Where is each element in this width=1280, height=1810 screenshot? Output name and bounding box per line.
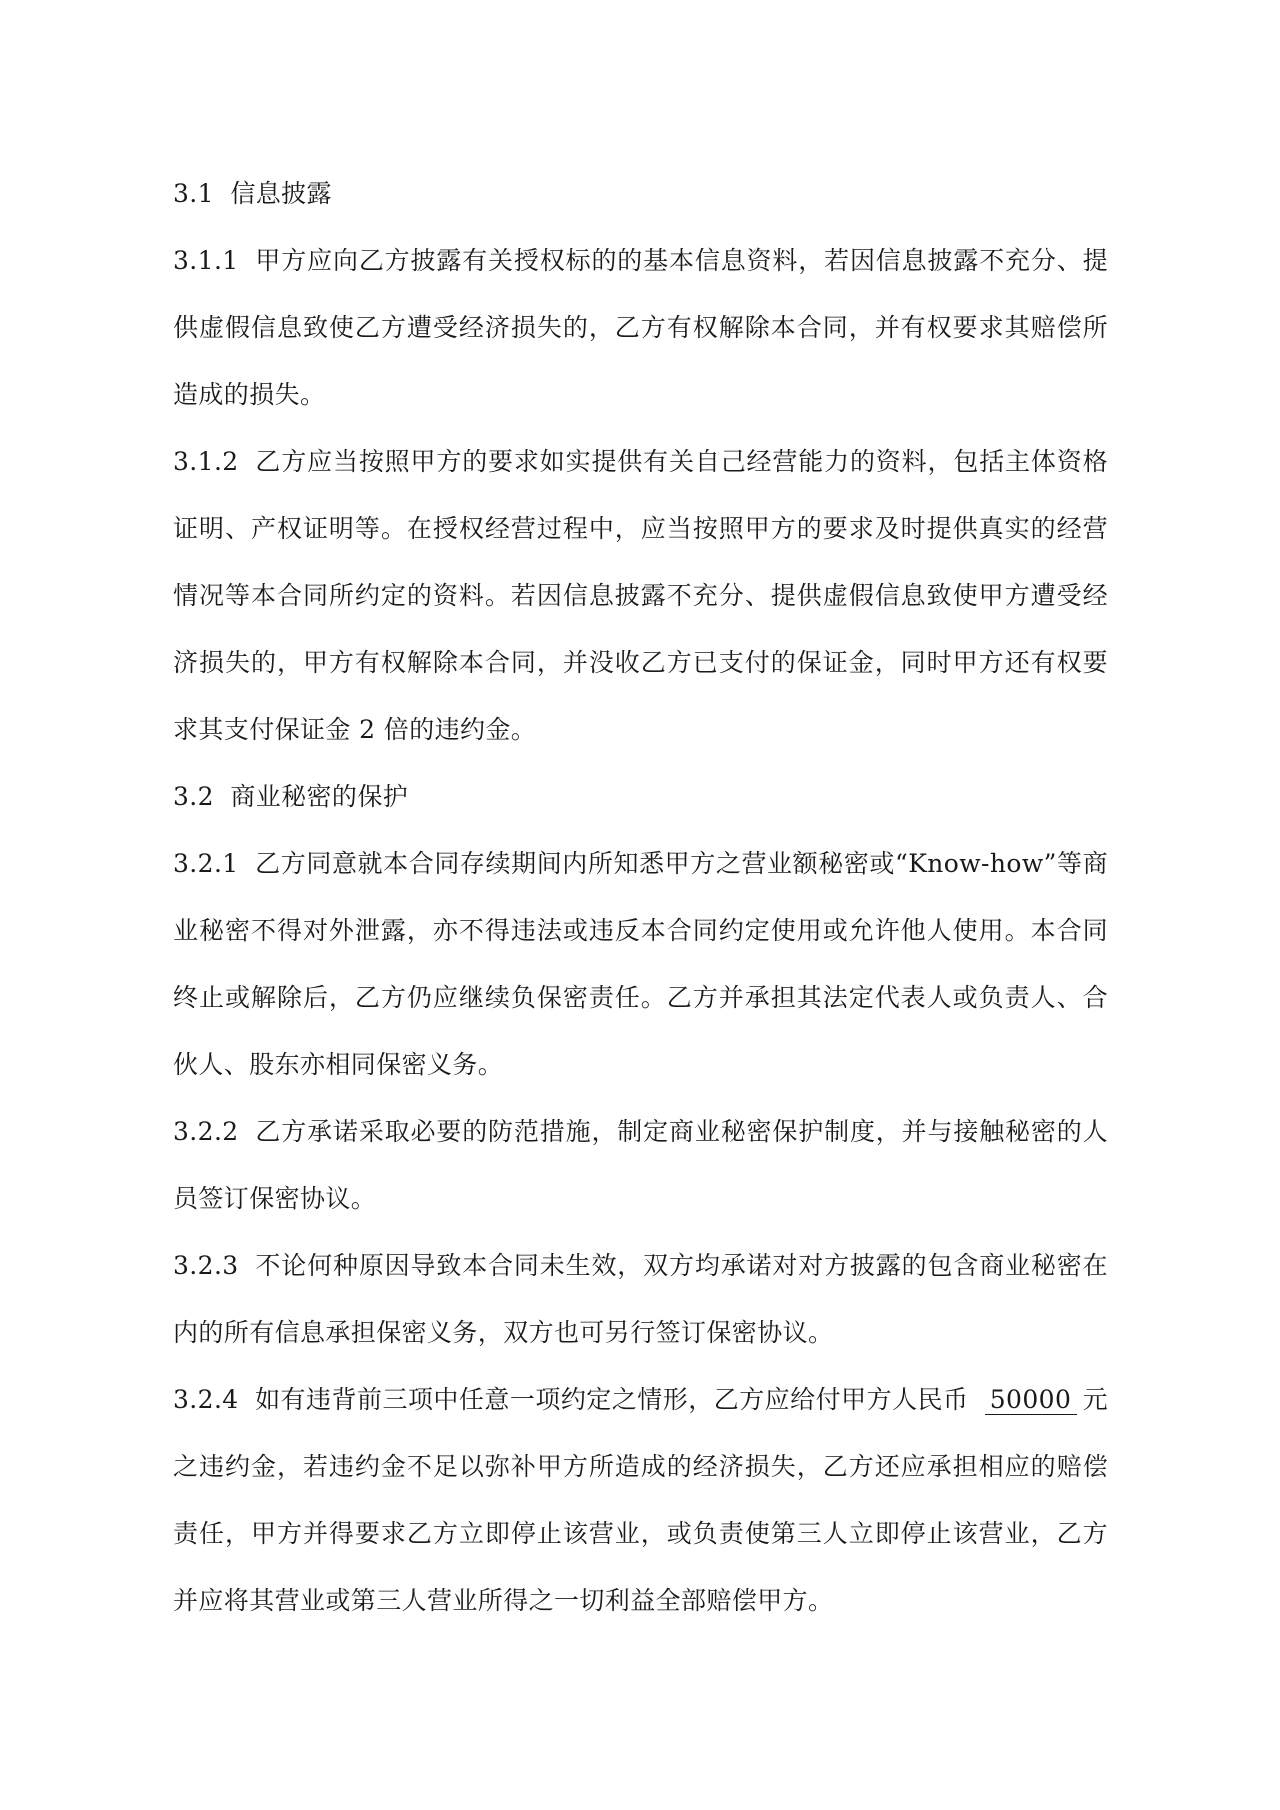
clause-number: 3.2.3	[173, 1251, 239, 1280]
clause-3-1-1	[173, 227, 1108, 428]
clause-3-2-2	[173, 1098, 1108, 1232]
clause-number: 3.1.2	[173, 447, 239, 476]
clause-3-1-2	[173, 428, 1108, 763]
clause-number: 3.1	[173, 179, 214, 208]
clause-number: 3.1.1	[173, 246, 239, 275]
clause-text: 信息披露	[230, 179, 332, 208]
penalty-amount-blank: 50000	[985, 1386, 1077, 1415]
contract-document	[173, 160, 1108, 1634]
clause-text-before-amount: 如有违背前三项中任意一项约定之情形，乙方应给付甲方人民币	[255, 1385, 969, 1414]
clause-3-2-3	[173, 1232, 1108, 1366]
clause-text: 乙方承诺采取必要的防范措施，制定商业秘密保护制度，并与接触秘密的人员签订保密协议。	[173, 1117, 1108, 1213]
clause-text-after-amount: 元之违约金，若违约金不足以弥补甲方所造成的经济损失，乙方还应承担相应的赔偿责任，甲方并得要求乙方立即停止该营业，或负责使第三人立即停止该营业，乙方并应将其营业或第三人营业所得之一切利益全部赔偿甲方。	[173, 1385, 1108, 1615]
clause-text: 乙方应当按照甲方的要求如实提供有关自己经营能力的资料，包括主体资格证明、产权证明等。在授权经营过程中，应当按照甲方的要求及时提供真实的经营情况等本合同所约定的资料。若因信息披露不充分、提供虚假信息致使甲方遭受经济损失的，甲方有权解除本合同，并没收乙方已支付的保证金，同时甲方还有权要求其支付保证金 2 倍的违约金。	[173, 447, 1108, 744]
clause-text: 甲方应向乙方披露有关授权标的的基本信息资料，若因信息披露不充分、提供虚假信息致使乙方遭受经济损失的，乙方有权解除本合同，并有权要求其赔偿所造成的损失。	[173, 246, 1108, 409]
clause-number: 3.2.2	[173, 1117, 239, 1146]
clause-number: 3.2.4	[173, 1385, 239, 1414]
clause-text: 商业秘密的保护	[230, 782, 409, 811]
section-heading-3-1	[173, 160, 1108, 227]
section-heading-3-2	[173, 763, 1108, 830]
clause-text: 不论何种原因导致本合同未生效，双方均承诺对对方披露的包含商业秘密在内的所有信息承担保密义务，双方也可另行签订保密协议。	[173, 1251, 1108, 1347]
clause-number: 3.2	[173, 782, 214, 811]
clause-number: 3.2.1	[173, 849, 239, 878]
clause-3-2-1	[173, 830, 1108, 1098]
clause-text: 乙方同意就本合同存续期间内所知悉甲方之营业额秘密或“Know-how”等商业秘密不得对外泄露，亦不得违法或违反本合同约定使用或允许他人使用。本合同终止或解除后，乙方仍应继续负保密责任。乙方并承担其法定代表人或负责人、合伙人、股东亦相同保密义务。	[173, 849, 1108, 1079]
clause-3-2-4	[173, 1366, 1108, 1634]
